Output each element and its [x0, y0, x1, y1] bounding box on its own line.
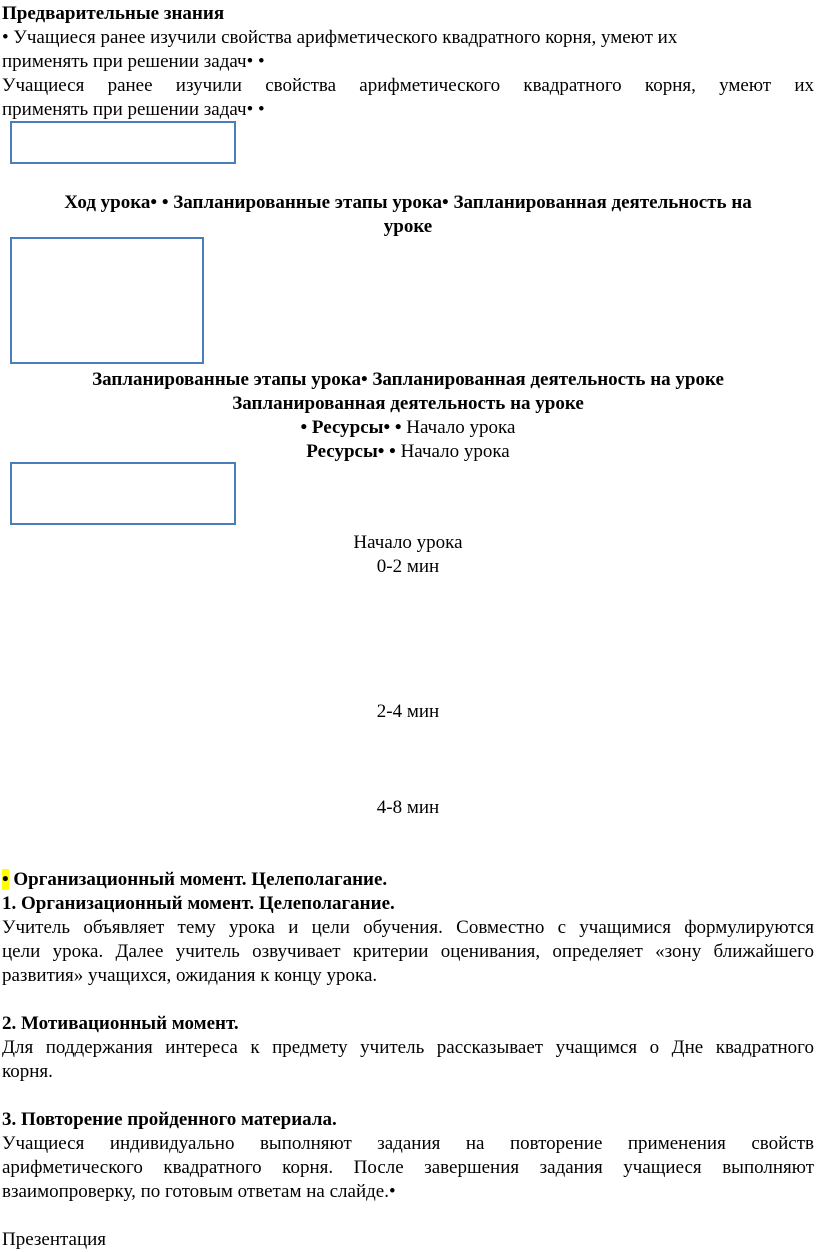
- section3-title: 3. Повторение пройденного материала.: [2, 1109, 337, 1130]
- stages-line: Запланированные этапы урока• Запланированная деятельность на уроке: [92, 369, 724, 390]
- prior-knowledge-line: • Учащиеся ранее изучили свойства арифметического квадратного корня, умеют их: [2, 27, 678, 48]
- section3-paragraph: взаимопроверку, по готовым ответам на слайде.•: [2, 1181, 396, 1202]
- lesson-start: Начало урока: [353, 532, 463, 553]
- presentation-resource: Презентация: [2, 1229, 107, 1250]
- section3-paragraph: арифметического квадратного корня. После завершения задания учащиеся выполняют: [2, 1157, 814, 1178]
- time-range: 2-4 мин: [376, 701, 440, 722]
- time-range: 4-8 мин: [376, 797, 440, 818]
- prior-knowledge-heading: Предварительные знания: [2, 3, 225, 24]
- section1-paragraph: Учитель объявляет тему урока и цели обучения. Совместно с учащимися формулируются: [2, 917, 814, 938]
- resources-label: Ресурсы• •: [306, 441, 396, 462]
- lesson-start-label: Начало урока: [401, 417, 516, 438]
- section1-title-text: Организационный момент. Целеполагание.: [8, 869, 388, 890]
- activity-line: Запланированная деятельность на уроке: [232, 393, 584, 414]
- lesson-heading: Ход урока• • Запланированные этапы урока• Запланированная деятельность на: [64, 192, 752, 213]
- section3-paragraph: Учащиеся индивидуально выполняют задания на повторение применения свойств: [2, 1133, 814, 1154]
- lesson-start-label: Начало урока: [395, 441, 510, 462]
- section1-paragraph: развития» учащихся, ожидания к концу урока.: [2, 965, 378, 986]
- section2-paragraph: Для поддержания интереса к предмету учитель рассказывает учащимся о Дне квадратного: [2, 1037, 814, 1058]
- lesson-heading-cont: уроке: [383, 216, 433, 237]
- section1-highlighted-title: [2, 868, 387, 892]
- empty-frame: [10, 121, 236, 164]
- prior-knowledge-line: применять при решении задач• •: [2, 99, 265, 120]
- empty-frame: [10, 462, 236, 525]
- highlight-bullet: •: [2, 869, 9, 890]
- section2-title: 2. Мотивационный момент.: [2, 1013, 239, 1034]
- resources-label: • Ресурсы• •: [300, 417, 402, 438]
- prior-knowledge-line: применять при решении задач• •: [2, 51, 265, 72]
- empty-frame: [10, 237, 204, 364]
- section2-paragraph: корня.: [2, 1061, 53, 1082]
- section1-paragraph: цели урока. Далее учитель озвучивает критерии оценивания, определяет «зону ближайшего: [2, 941, 814, 962]
- prior-knowledge-line: Учащиеся ранее изучили свойства арифметического квадратного корня, умеют их: [2, 75, 814, 96]
- time-range: 0-2 мин: [376, 556, 440, 577]
- resources-line: [0, 440, 816, 464]
- section1-title: 1. Организационный момент. Целеполагание.: [2, 893, 395, 914]
- resources-line: [0, 416, 816, 440]
